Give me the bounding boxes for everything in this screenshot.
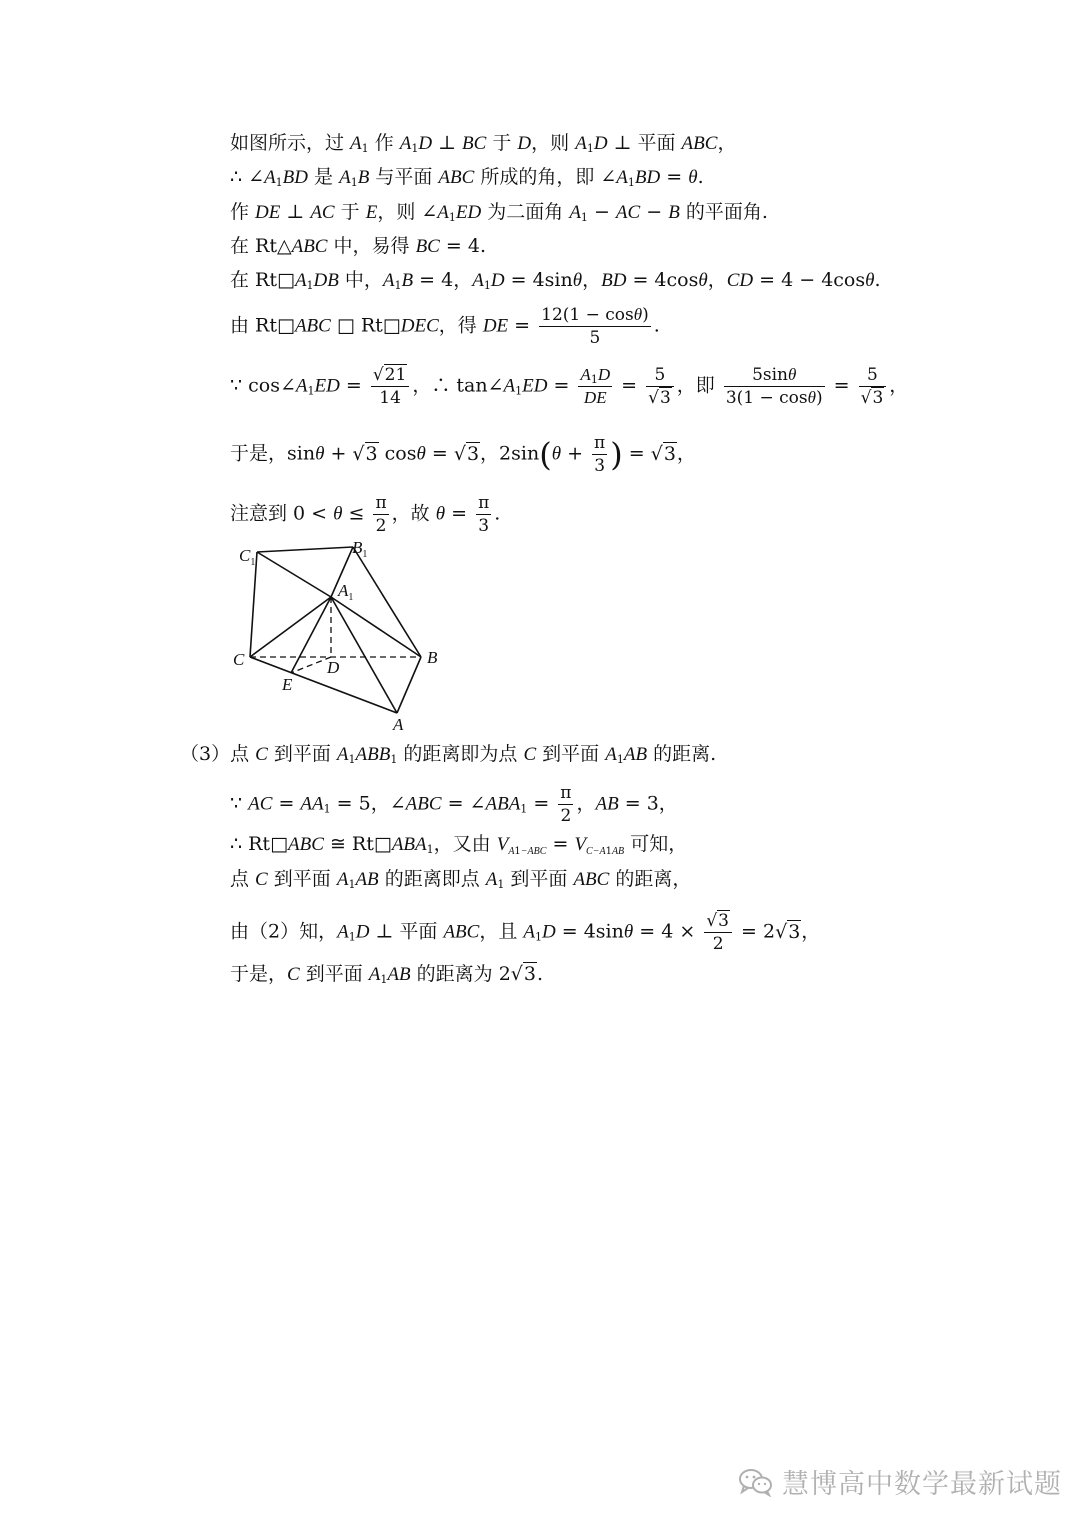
edge-a1-e <box>291 597 331 673</box>
edge-d-e-hidden <box>291 657 331 673</box>
edge-b-a <box>397 657 421 713</box>
solution-line-2: ∴ $\angle A_1BD$ 是 $A_1B$ 与平面 ABC 所成的角，即 $\angle A_1BD = \theta$. <box>230 166 704 189</box>
edge-a1-a <box>331 597 397 713</box>
fraction-cos: $\frac{√21}{14}$ <box>371 364 409 409</box>
figure-edges <box>250 547 421 713</box>
label-c: C <box>233 650 245 669</box>
fraction-five-root3-a: $\frac{5}{√3}$ <box>646 364 674 409</box>
label-b: B <box>427 648 438 667</box>
geometry-figure <box>225 535 455 735</box>
watermark-text: 慧博高中数学最新试题 <box>782 1469 1062 1500</box>
fraction-root3-2: $\frac{√3}{2}$ <box>704 910 732 955</box>
edge-b1-b <box>353 547 421 657</box>
solution-line-13: 点 C 到平面 $A_1AB$ 的距离即点 $A_1$ 到平面 ABC 的距离， <box>230 868 692 891</box>
fraction-pi-3: $\frac{\pi}{3}$ <box>594 433 606 476</box>
label-a1: $A_1$ <box>338 581 354 603</box>
fraction-tan: $\frac{A_1D}{DE}$ <box>580 365 611 407</box>
watermark <box>738 1462 1062 1501</box>
fraction-de: $\frac{12(1 - \cos\theta)}{5}$ <box>541 305 649 348</box>
wechat-icon <box>738 1467 774 1497</box>
solution-line-15: 于是，C 到平面 $A_1AB$ 的距离为 2√3. <box>230 963 544 986</box>
edge-c1-b1 <box>257 547 353 552</box>
label-a: A <box>393 715 404 734</box>
edge-c1-a1 <box>257 552 331 597</box>
solution-line-1: 如图所示，过 $A_1$ 作 $A_1D$ ⊥ BC 于 D，则 $A_1D$ ⊥ 平面 ABC， <box>230 132 737 155</box>
label-d: D <box>327 658 340 677</box>
edge-a1-c <box>250 597 331 657</box>
label-e: E <box>282 675 293 694</box>
solution-line-12: ∴ Rt□ABC ≅ $Rt□ABA_1$，又由 $V_{A1-ABC} = V_{C-A1AB}$ 可知， <box>230 833 688 857</box>
fraction-five-root3-b: $\frac{5}{√3}$ <box>859 364 887 409</box>
fraction-pi-2: $\frac{\pi}{2}$ <box>375 493 387 536</box>
solution-line-4: 在 Rt△ABC 中，易得 BC = 4. <box>230 235 486 257</box>
solution-line-10: （3）点 C 到平面 $A_1ABB_1$ 的距离即为点 C 到平面 $A_1AB$ 的距离. <box>180 743 717 766</box>
solution-line-14: 由（2）知，$A_1D$ ⊥ 平面 ABC，且 $A_1D = 4\sin\theta = 4$ × $\frac{√3}{2}$ = 2√3， <box>230 911 821 954</box>
solution-line-5: 在 $Rt□A_1DB$ 中，$A_1B = 4$，$A_1D = 4\sin\theta$，BD = 4cosθ，CD = 4 − 4cosθ. <box>230 269 881 292</box>
label-b1: $B_1$ <box>352 538 368 560</box>
solution-line-6: 由 Rt□ABC □ Rt□DEC，得 DE = $\frac{12(1 - \cos\theta)}{5}$ . <box>230 305 660 348</box>
solution-line-7: ∵ $\cos\angle A_1ED$ = $\frac{√21}{14}$ ，∴ $\tan\angle A_1ED$ = $\frac{A_1D}{DE}$ = $\frac{5}{√3}$ ，即 $\frac{5\sin\theta}{3(1 - \cos\theta)}$ = $\frac{5}{√3}$ ， <box>230 365 909 408</box>
solution-line-3: 作 DE ⊥ AC 于 E，则 $\angle A_1ED$ 为二面角 $A_1$ − AC − B 的平面角. <box>230 201 768 224</box>
fraction-pi-2b: $\frac{\pi}{2}$ <box>560 783 572 826</box>
edge-a1-b <box>331 597 421 657</box>
solution-line-11: ∵ AC = $AA_1 = 5$，∠ABC = $\angle ABA_1$ = $\frac{\pi}{2}$ ，AB = 3， <box>230 783 678 826</box>
fraction-sin-over-cos: $\frac{5\sin\theta}{3(1 - \cos\theta)}$ <box>725 365 823 408</box>
solution-line-8: 于是，sinθ + √3 cosθ = √3，2sin(θ + $\frac{\pi}{3}$ ) = √3， <box>230 433 696 476</box>
label-c1: $C_1$ <box>239 546 256 568</box>
edge-a-c <box>250 657 397 713</box>
solution-line-9: 注意到 0 < θ ≤ $\frac{\pi}{2}$ ，故 θ = $\frac{\pi}{3}$ . <box>230 493 501 536</box>
fraction-pi-3b: $\frac{\pi}{3}$ <box>478 493 490 536</box>
